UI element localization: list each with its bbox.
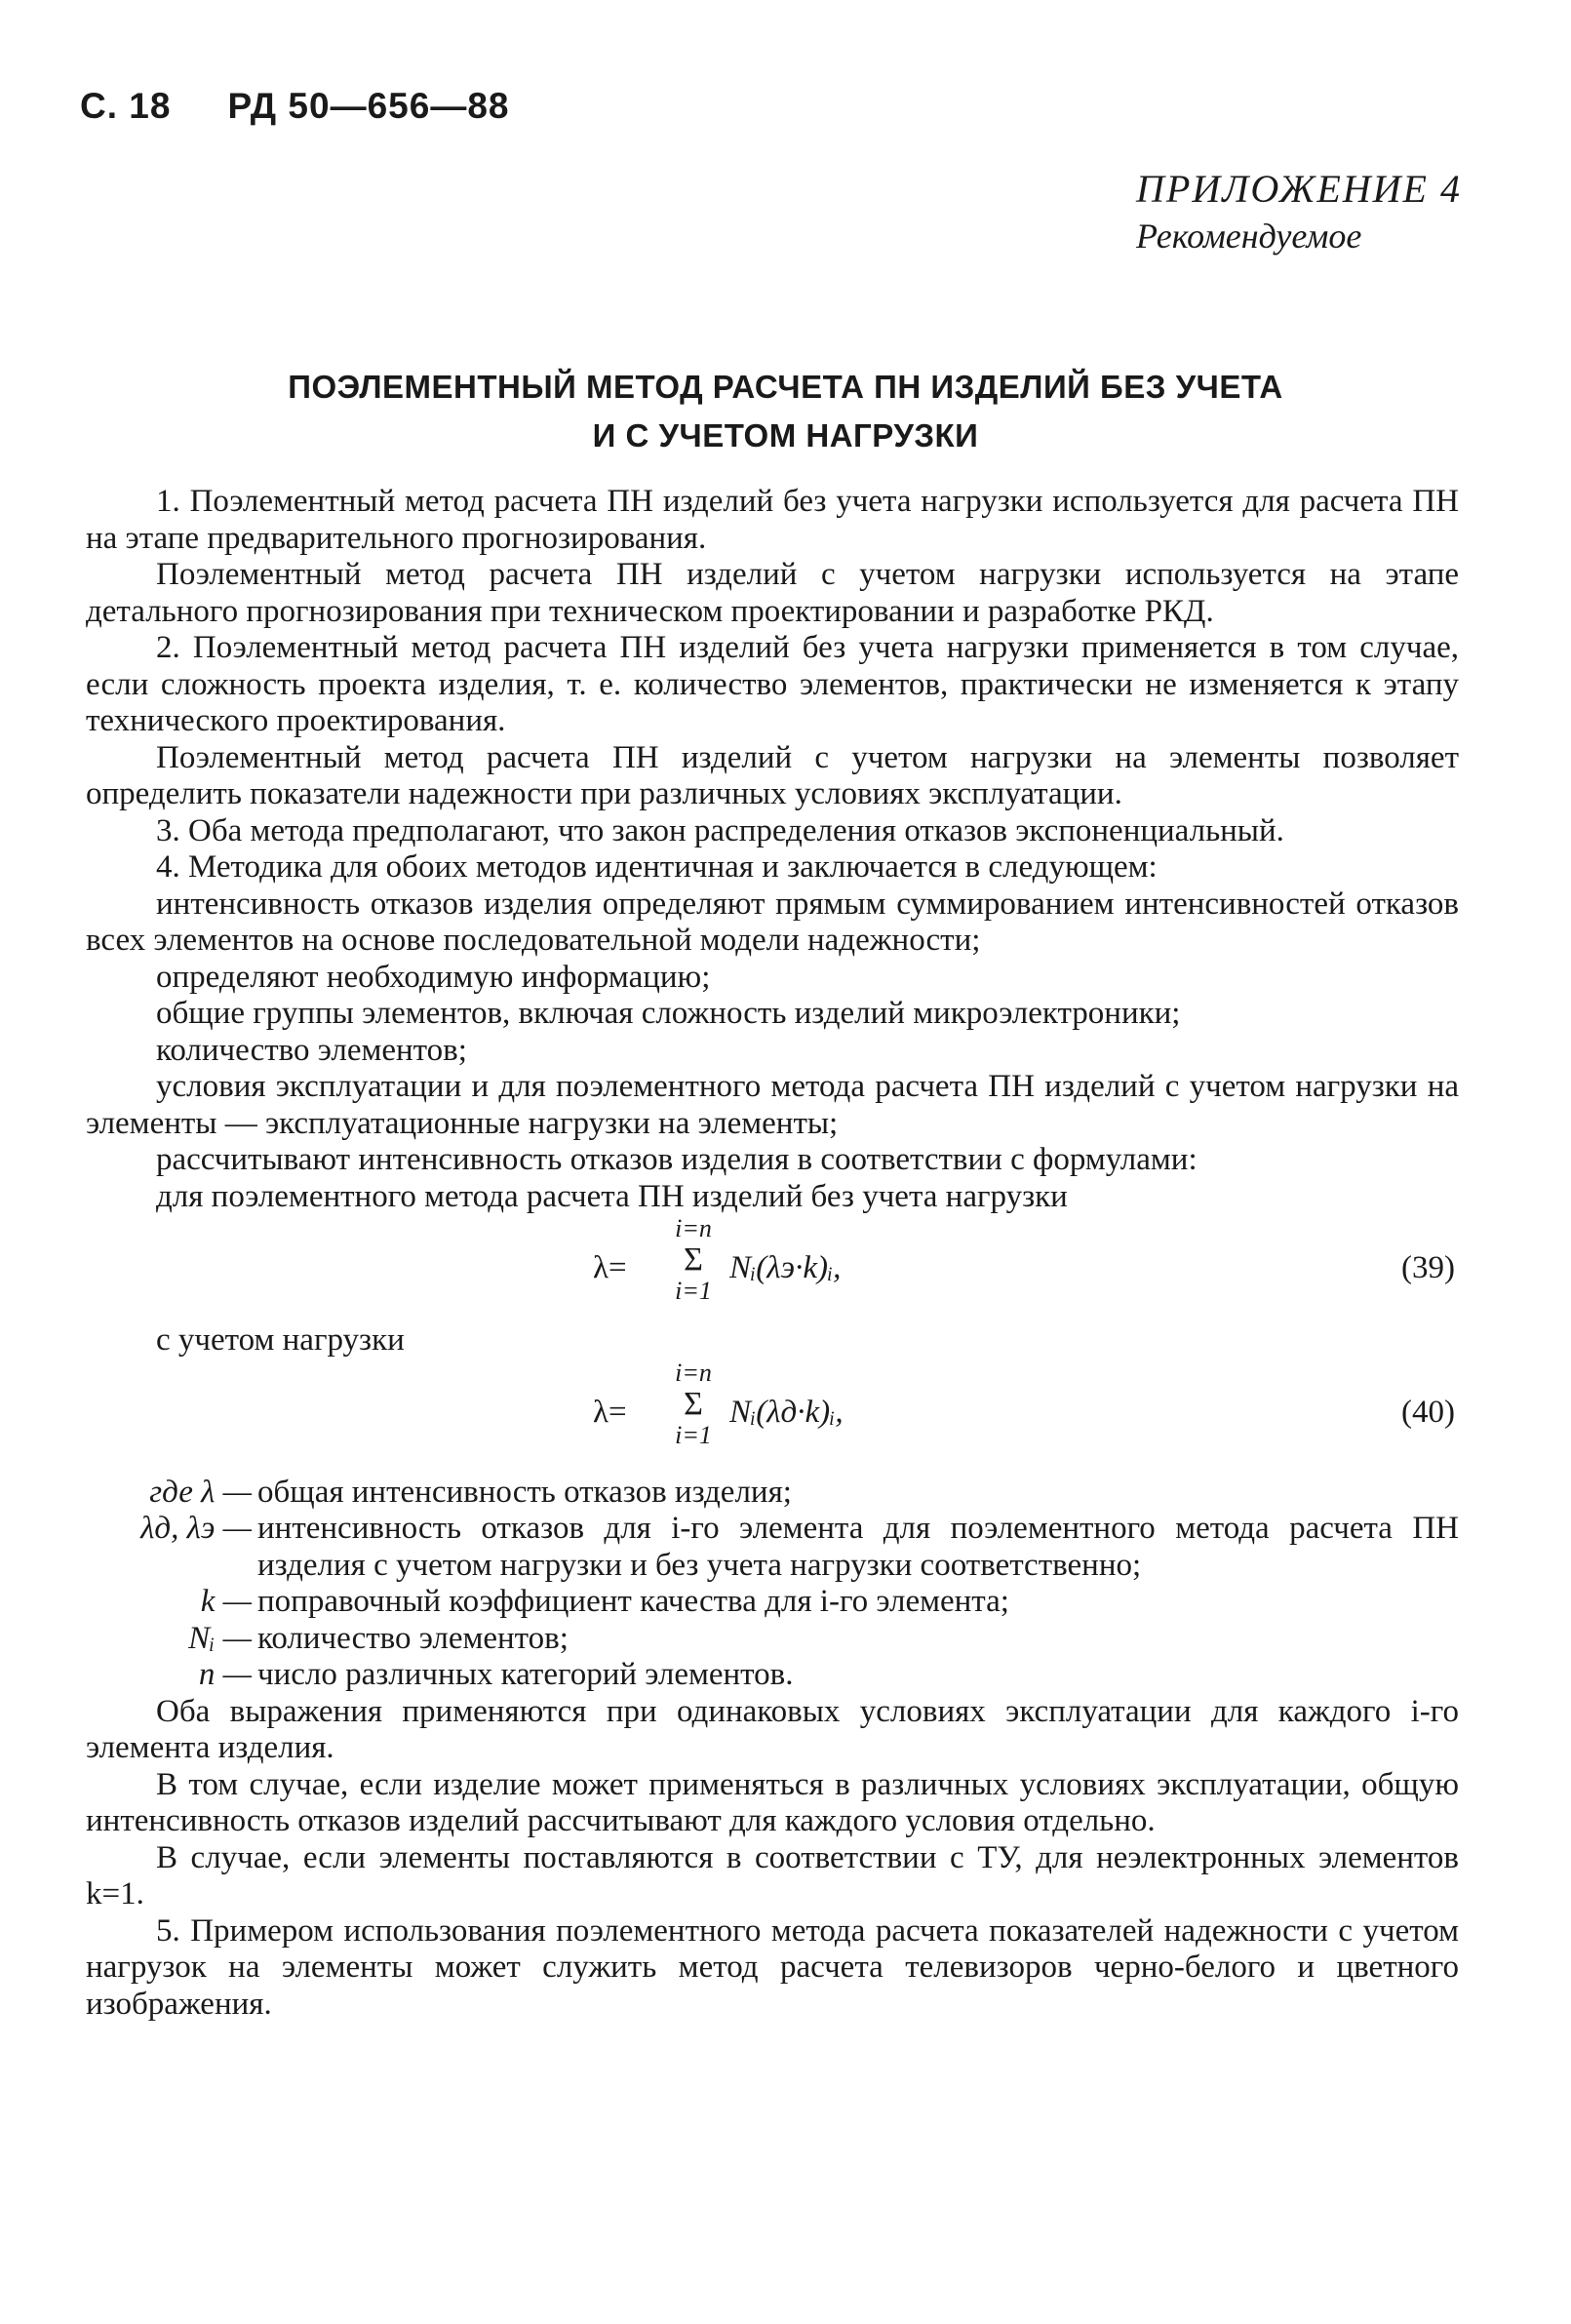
sum-upper-limit: i=n	[675, 1358, 712, 1387]
symbol-legend	[86, 1475, 1459, 1694]
appendix-label: ПРИЛОЖЕНИЕ 4	[1136, 167, 1462, 211]
legend-item	[86, 1621, 1459, 1658]
summation	[669, 1359, 718, 1449]
document-code: РД 50—656—88	[227, 86, 510, 126]
paragraph: Поэлементный метод расчета ПН изделий с учетом нагрузки на элементы позволяет определить показатели надежности при различных условиях эксплуатации.	[86, 739, 1459, 811]
paragraph: условия эксплуатации и для поэлементного метода расчета ПН изделий с учетом нагрузки на элементы — эксплуатационные нагрузки на элементы;	[86, 1069, 1459, 1141]
paragraph: 3. Оба метода предполагают, что закон распределения отказов экспоненциальный.	[156, 812, 1284, 848]
paragraph: количество элементов;	[156, 1032, 467, 1068]
appendix-header	[1136, 166, 1462, 256]
formula-number: (40)	[1401, 1394, 1455, 1430]
paragraph: с учетом нагрузки	[156, 1322, 405, 1358]
running-head	[80, 86, 509, 127]
formula-lhs: λ=	[593, 1250, 627, 1285]
legend-item	[86, 1475, 1459, 1512]
formula-39	[86, 1215, 1459, 1322]
paragraph: В случае, если элементы поставляются в соответствии с ТУ, для неэлектронных элементов k=1.	[86, 1839, 1459, 1911]
paragraph: для поэлементного метода расчета ПН изделий без учета нагрузки	[156, 1178, 1068, 1214]
legend-item	[86, 1584, 1459, 1621]
paragraph: 5. Примером использования поэлементного метода расчета показателей надежности с учетом нагрузок на элементы может служить метод расчета телевизоров черно-белого и цветного изображения.	[86, 1912, 1459, 2022]
paragraph: Оба выражения применяются при одинаковых условиях эксплуатации для каждого i-го элемента изделия.	[86, 1693, 1459, 1765]
legend-description: число различных категорий элементов.	[257, 1657, 794, 1692]
paragraph: определяют необходимую информацию;	[156, 959, 711, 995]
sum-upper-limit: i=n	[675, 1214, 712, 1242]
appendix-status: Рекомендуемое	[1136, 217, 1362, 256]
paragraph: 2. Поэлементный метод расчета ПН изделий без учета нагрузки применяется в том случае, если сложность проекта изделия, т. е. количество элементов, практически не изменяется к этапу технического проектирования.	[86, 630, 1459, 738]
formula-rhs: Nᵢ(λэ·k)ᵢ,	[729, 1250, 842, 1285]
sigma-symbol: Σ	[684, 1385, 703, 1422]
paragraph: общие группы элементов, включая сложность изделий микроэлектроники;	[156, 996, 1181, 1031]
legend-description: интенсивность отказов для i-го элемента для поэлементного метода расчета ПН изделия с учетом нагрузки и без учета нагрузки соответственно;	[257, 1511, 1459, 1583]
formula-lhs: λ=	[593, 1394, 627, 1430]
legend-description: поправочный коэффициент качества для i-го элемента;	[257, 1584, 1009, 1619]
sigma-symbol: Σ	[684, 1241, 703, 1278]
summation	[669, 1215, 718, 1305]
paragraph: В том случае, если изделие может применяться в различных условиях эксплуатации, общую интенсивность отказов изделий рассчитывают для каждого условия отдельно.	[86, 1766, 1459, 1838]
paragraph: рассчитывают интенсивность отказов изделия в соответствии с формулами:	[156, 1142, 1198, 1177]
sum-lower-limit: i=1	[675, 1277, 712, 1305]
formula-rhs: Nᵢ(λд·k)ᵢ,	[729, 1394, 844, 1430]
legend-symbol: n —	[198, 1657, 252, 1692]
title-line-1: ПОЭЛЕМЕНТНЫЙ МЕТОД РАСЧЕТА ПН ИЗДЕЛИЙ БЕЗ УЧЕТА	[288, 369, 1283, 405]
legend-item	[86, 1657, 1459, 1694]
page-number: С. 18	[80, 86, 172, 126]
title-line-2: И С УЧЕТОМ НАГРУЗКИ	[592, 417, 979, 453]
paragraph: интенсивность отказов изделия определяют прямым суммированием интенсивностей отказов всех элементов на основе последовательной модели надежности;	[86, 886, 1459, 958]
paragraph: 1. Поэлементный метод расчета ПН изделий без учета нагрузки используется для расчета ПН на этапе предварительного прогнозирования.	[86, 484, 1459, 556]
legend-description: количество элементов;	[257, 1620, 569, 1656]
legend-symbol: Nᵢ —	[188, 1620, 252, 1656]
formula-40	[86, 1359, 1459, 1467]
legend-symbol: где λ —	[149, 1474, 252, 1510]
paragraph: Поэлементный метод расчета ПН изделий с учетом нагрузки используется на этапе детального прогнозирования при техническом проектировании и разработке РКД.	[86, 557, 1459, 629]
sum-lower-limit: i=1	[675, 1420, 712, 1449]
legend-symbol: k —	[200, 1584, 252, 1619]
formula-number: (39)	[1401, 1250, 1455, 1285]
paragraph: 4. Методика для обоих методов идентичная и заключается в следующем:	[156, 849, 1158, 885]
legend-item	[86, 1511, 1459, 1584]
document-body	[86, 484, 1459, 2023]
legend-symbol: λд, λэ —	[140, 1511, 252, 1546]
section-title	[0, 363, 1571, 460]
legend-description: общая интенсивность отказов изделия;	[257, 1474, 792, 1510]
